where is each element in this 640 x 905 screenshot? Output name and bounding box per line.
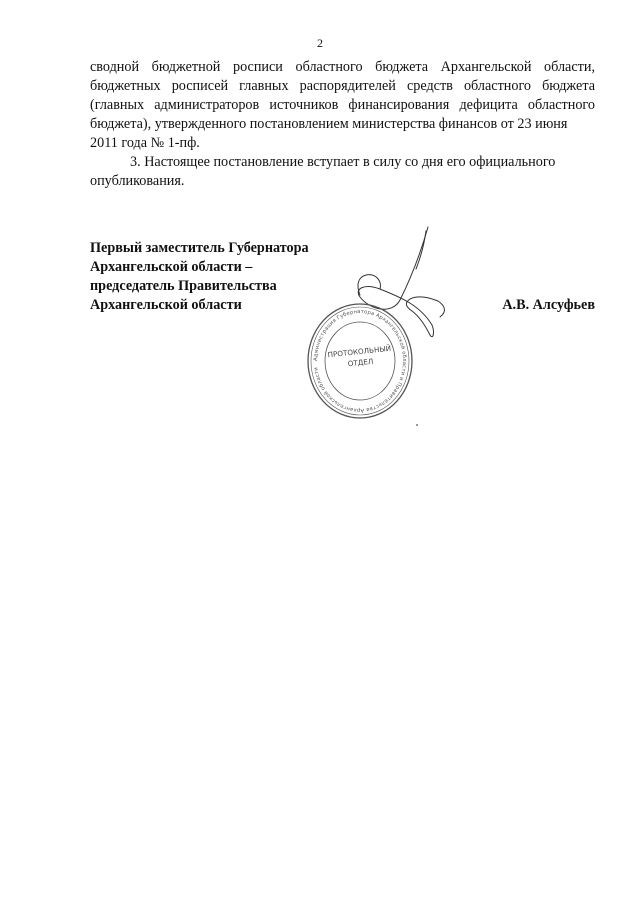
text-line: сводной бюджетной росписи областного бюджета Архангельской области, bbox=[90, 59, 595, 75]
signatory-position-line: Архангельской области – bbox=[90, 259, 253, 275]
body-text bbox=[90, 58, 595, 191]
seal-stamp bbox=[305, 300, 415, 422]
paragraph-2 bbox=[90, 153, 595, 172]
signatory-position-line: Архангельской области bbox=[90, 297, 242, 313]
page-number: 2 bbox=[317, 36, 323, 50]
text-line: 3. Настоящее постановление вступает в силу со дня его официального bbox=[130, 154, 556, 170]
text-line: (главных администраторов источников финансирования дефицита областного bbox=[90, 97, 595, 113]
text-line: бюджета), утвержденного постановлением министерства финансов от 23 июня bbox=[90, 116, 568, 132]
text-line: бюджетных росписей главных распорядителей средств областного бюджета bbox=[90, 78, 595, 94]
signatory-position-line: председатель Правительства bbox=[90, 278, 277, 294]
paragraph-2-end bbox=[90, 172, 595, 191]
paragraph-1 bbox=[90, 58, 595, 134]
seal-center-text: ПРОТОКОЛЬНЫЙОТДЕЛ bbox=[327, 343, 392, 369]
signatory-name: А.В. Алсуфьев bbox=[502, 297, 595, 313]
signatory-position-line: Первый заместитель Губернатора bbox=[90, 240, 309, 256]
text-line: опубликования. bbox=[90, 173, 185, 189]
paragraph-1-end bbox=[90, 134, 595, 153]
text-line: 2011 года № 1-пф. bbox=[90, 135, 200, 151]
scan-speck bbox=[416, 424, 418, 426]
seal-ring-text: Администрация Губернатора Архангельской области и Правительства Архангельской области bbox=[312, 308, 408, 414]
